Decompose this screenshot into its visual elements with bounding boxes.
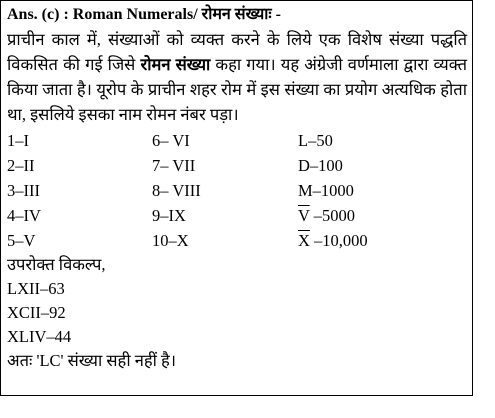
numeral-cell	[298, 203, 355, 228]
option-item: XCII–92	[7, 303, 66, 322]
heading-prefix: Ans. (c) : Roman Numerals/	[7, 6, 198, 23]
numeral-cell: 4–IV	[7, 206, 41, 225]
numerals-row	[7, 153, 467, 178]
numeral-cell: 1–I	[7, 131, 29, 150]
paragraph-text-after: कहा गया। यह अंग्रेजी वर्णमाला द्वारा व्यक्त किया जाता है। यूरोप के प्राचीन शहर रोम में इस संख्या का प्रयोग अत्यधिक होता था, इसलिये इसका नाम रोमन नंबर पड़ा।	[7, 55, 467, 124]
numerals-row	[7, 128, 467, 153]
numerals-row	[7, 228, 467, 253]
numeral-cell: 2–II	[7, 156, 35, 175]
numeral-cell: M–1000	[298, 181, 354, 200]
numeral-cell: 5–V	[7, 231, 36, 250]
options-intro: उपरोक्त विकल्प,	[7, 255, 106, 274]
paragraph-text-before: प्राचीन काल में, संख्याओं को व्यक्त करने के लिये एक विशेष संख्या पद्धति विकसित की गई जिसे	[7, 30, 467, 74]
numeral-cell: L–50	[298, 131, 333, 150]
explanation-paragraph	[7, 27, 467, 127]
numeral-value: –10,000	[309, 231, 368, 250]
paragraph-bold-term: रोमन संख्या	[140, 55, 211, 74]
numeral-cell: 6– VI	[152, 131, 190, 150]
numerals-row	[7, 203, 467, 228]
numeral-cell: 8– VIII	[152, 181, 201, 200]
heading-hindi: रोमन संख्याः -	[201, 6, 281, 23]
option-item: XLIV–44	[7, 327, 72, 346]
numeral-cell: 3–III	[7, 181, 40, 200]
numeral-cell: D–100	[298, 156, 343, 175]
overlined-numeral: $\overline{X}$	[298, 231, 310, 250]
overlined-numeral: $\overline{V}$	[298, 206, 310, 225]
answer-heading	[7, 4, 467, 26]
numeral-cell: 7– VII	[152, 156, 196, 175]
numeral-cell	[298, 228, 368, 253]
numeral-cell: 9–IX	[152, 206, 186, 225]
numeral-value: –5000	[309, 206, 355, 225]
numeral-cell: 10–X	[152, 231, 189, 250]
numerals-table	[7, 128, 467, 253]
conclusion-line: अतः 'LC' संख्या सही नहीं है।	[7, 351, 177, 370]
option-item: LXII–63	[7, 279, 65, 298]
numerals-row	[7, 178, 467, 203]
